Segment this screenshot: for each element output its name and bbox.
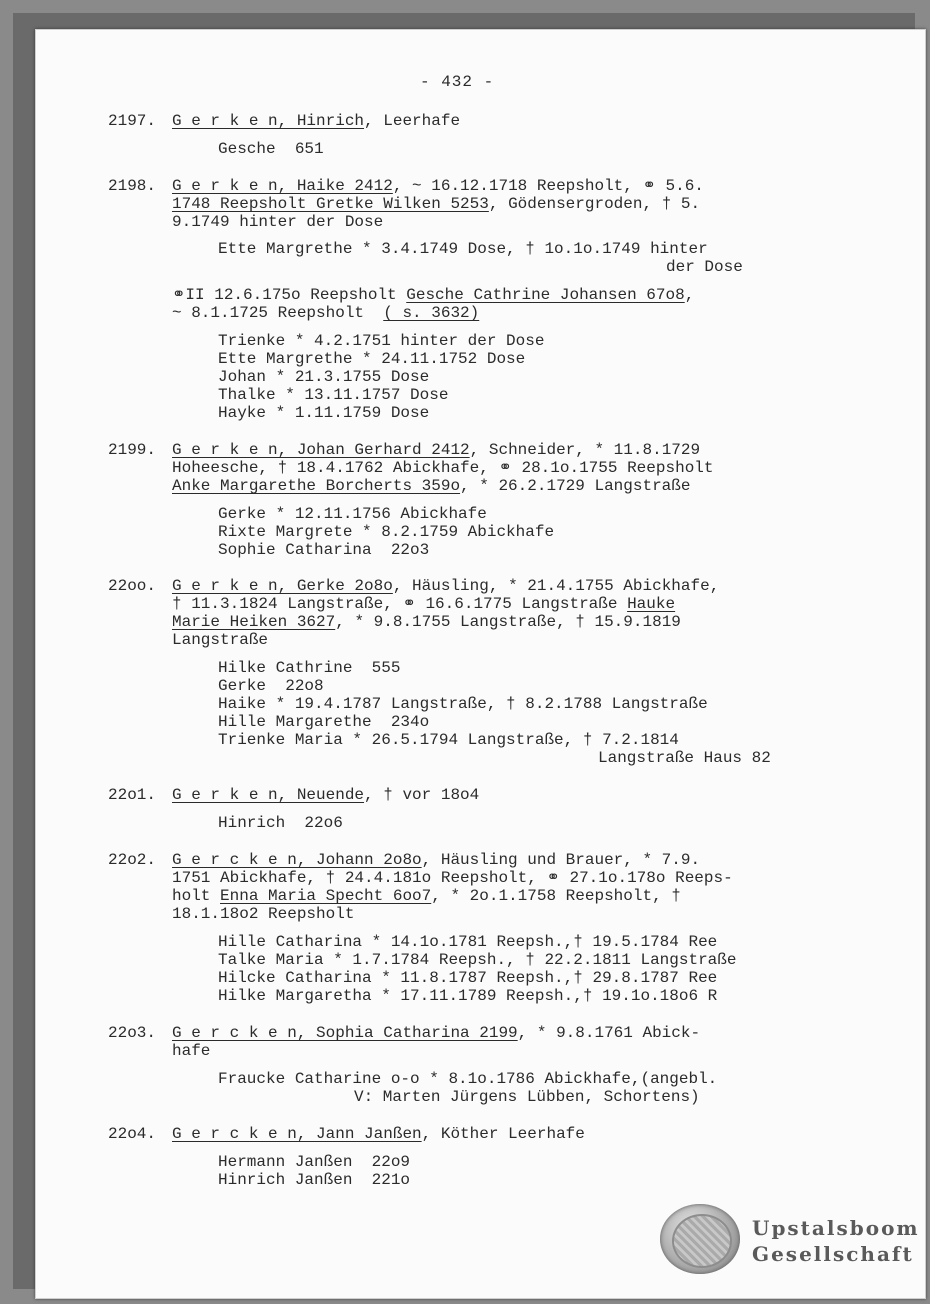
entry-line: [218, 951, 736, 969]
entry-line: [218, 1070, 717, 1088]
entry-line: [598, 749, 771, 767]
underlined-name: G e r k e n, Johan Gerhard 2412: [172, 441, 470, 459]
entry-line: [172, 195, 700, 213]
line-text: ,: [684, 286, 695, 304]
entry-line: [172, 286, 694, 304]
entry-number: 22o1.: [108, 786, 157, 804]
entry-number: 22oo.: [108, 577, 157, 595]
line-text: , Leerhafe: [364, 112, 461, 130]
entry-line: [218, 541, 429, 559]
entry-line: [218, 386, 448, 404]
line-text: 9.1749 hinter der Dose: [172, 213, 384, 231]
line-text: V: Marten Jürgens Lübben, Schortens): [354, 1088, 700, 1106]
line-text: , † vor 18o4: [364, 786, 480, 804]
underlined-name: G e r c k e n, Johann 2o8o: [172, 851, 422, 869]
entry-line: [218, 240, 708, 258]
entry-line: [218, 933, 717, 951]
line-text: Ette Margrethe * 24.11.1752 Dose: [218, 350, 526, 368]
line-text: Hoheesche, † 18.4.1762 Abickhafe, ⚭ 28.1o.1755 Reepsholt: [172, 459, 714, 477]
entry-number: 22o2.: [108, 851, 157, 869]
underlined-name: G e r k e n, Neuende: [172, 786, 365, 804]
underlined-name: G e r c k e n, Sophia Catharina 2199: [172, 1024, 518, 1042]
line-text: Hille Catharina * 14.1o.1781 Reepsh.,† 19.5.1784 Ree: [218, 933, 718, 951]
line-text: Hayke * 1.11.1759 Dose: [218, 404, 430, 422]
entry-line: [172, 441, 700, 459]
brand-line-1: Upstalsboom: [752, 1216, 920, 1240]
underlined-name: ( s. 3632): [383, 304, 480, 322]
line-text: Rixte Margrete * 8.2.1759 Abickhafe: [218, 523, 555, 541]
line-text: Hille Margarethe 234o: [218, 713, 430, 731]
entry-line: [172, 459, 714, 477]
line-text: Ette Margrethe * 3.4.1749 Dose, † 1o.1o.1749 hinter: [218, 240, 708, 258]
underlined-name: Anke Margarethe Borcherts 359o: [172, 477, 461, 495]
entry-line: [218, 1153, 410, 1171]
line-text: Trienke Maria * 26.5.1794 Langstraße, † 7.2.1814: [218, 731, 679, 749]
entry-line: [172, 887, 681, 905]
entry-line: [172, 905, 354, 923]
line-text: holt: [172, 887, 221, 905]
line-text: , * 26.2.1729 Langstraße: [460, 477, 691, 495]
entry-line: [666, 258, 743, 276]
underlined-name: G e r k e n, Gerke 2o8o: [172, 577, 393, 595]
entry-line: [218, 368, 429, 386]
entry-number: 22o3.: [108, 1024, 157, 1042]
line-text: der Dose: [666, 258, 743, 276]
line-text: , Schneider, * 11.8.1729: [469, 441, 701, 459]
line-text: Thalke * 13.11.1757 Dose: [218, 386, 449, 404]
line-text: , ~ 16.12.1718 Reepsholt, ⚭ 5.6.: [392, 177, 704, 195]
entry-line: [172, 631, 268, 649]
entry-line: [172, 213, 383, 231]
underlined-name: Marie Heiken 3627: [172, 613, 336, 631]
entry-line: [172, 304, 479, 322]
line-text: Langstraße Haus 82: [598, 749, 771, 767]
entry-line: [172, 786, 479, 804]
underlined-name: Hauke: [627, 595, 676, 613]
line-text: Gerke 22o8: [218, 677, 324, 695]
entry-number: 2198.: [108, 177, 157, 195]
entry-line: [172, 869, 733, 887]
entry-line: [218, 332, 544, 350]
line-text: Haike * 19.4.1787 Langstraße, † 8.2.1788 Langstraße: [218, 695, 708, 713]
entry-line: [218, 731, 679, 749]
entry-line: [218, 814, 343, 832]
line-text: 18.1.18o2 Reepsholt: [172, 905, 355, 923]
entry-number: 2199.: [108, 441, 157, 459]
line-text: Hilke Margaretha * 17.11.1789 Reepsh.,† 19.1o.18o6 R: [218, 987, 718, 1005]
entry-line: [218, 969, 717, 987]
line-text: , Köther Leerhafe: [421, 1125, 585, 1143]
underlined-name: 1748 Reepsholt Gretke Wilken 5253: [172, 195, 489, 213]
line-text: Hermann Janßen 22o9: [218, 1153, 411, 1171]
entry-line: [218, 713, 429, 731]
entry-line: [172, 613, 681, 631]
line-text: Hilcke Catharina * 11.8.1787 Reepsh.,† 29.8.1787 Ree: [218, 969, 718, 987]
line-text: , Gödensergroden, † 5.: [488, 195, 701, 213]
entry-line: [172, 177, 704, 195]
underlined-name: Gesche Cathrine Johansen 67o8: [406, 286, 685, 304]
line-text: Sophie Catharina 22o3: [218, 541, 430, 559]
entry-line: [218, 695, 708, 713]
line-text: † 11.3.1824 Langstraße, ⚭ 16.6.1775 Langstraße: [172, 595, 628, 613]
line-text: Gesche 651: [218, 140, 324, 158]
entry-number: 22o4.: [108, 1125, 157, 1143]
line-text: Hinrich Janßen 221o: [218, 1171, 411, 1189]
entry-line: [172, 477, 690, 495]
entry-line: [172, 595, 675, 613]
line-text: hafe: [172, 1042, 211, 1060]
entry-line: [218, 505, 487, 523]
line-text: , Häusling, * 21.4.1755 Abickhafe,: [392, 577, 720, 595]
line-text: , * 9.8.1761 Abick-: [517, 1024, 701, 1042]
line-text: , * 2o.1.1758 Reepsholt, †: [431, 887, 681, 905]
entry-line: [218, 677, 324, 695]
line-text: Talke Maria * 1.7.1784 Reepsh., † 22.2.1811 Langstraße: [218, 951, 737, 969]
underlined-name: Enna Maria Specht 6oo7: [220, 887, 432, 905]
line-text: 1751 Abickhafe, † 24.4.181o Reepsholt, ⚭ 27.1o.178o Reeps-: [172, 869, 733, 887]
brand-line-2: Gesellschaft: [752, 1242, 914, 1266]
entry-line: [218, 659, 400, 677]
entry-line: [218, 350, 525, 368]
line-text: , * 9.8.1755 Langstraße, † 15.9.1819: [335, 613, 681, 631]
line-text: Langstraße: [172, 631, 269, 649]
entry-line: [218, 1171, 410, 1189]
entry-line: [172, 112, 460, 130]
line-text: Hilke Cathrine 555: [218, 659, 401, 677]
entry-line: [218, 523, 554, 541]
underlined-name: G e r k e n, Haike 2412: [172, 177, 393, 195]
line-text: Johan * 21.3.1755 Dose: [218, 368, 430, 386]
line-text: Trienke * 4.2.1751 hinter der Dose: [218, 332, 545, 350]
underlined-name: G e r c k e n, Jann Janßen: [172, 1125, 422, 1143]
page-number: - 432 -: [420, 73, 495, 91]
entry-line: [218, 140, 324, 158]
entry-line: [172, 1042, 210, 1060]
entry-number: 2197.: [108, 112, 157, 130]
entry-line: [354, 1088, 700, 1106]
entry-line: [172, 851, 700, 869]
underlined-name: G e r k e n, Hinrich: [172, 112, 365, 130]
line-text: , Häusling und Brauer, * 7.9.: [421, 851, 701, 869]
line-text: ⚭II 12.6.175o Reepsholt: [172, 286, 407, 304]
document-page: [35, 29, 926, 1299]
line-text: Hinrich 22o6: [218, 814, 343, 832]
entry-line: [218, 987, 717, 1005]
entry-line: [218, 404, 429, 422]
entry-line: [172, 1125, 585, 1143]
entry-line: [172, 577, 719, 595]
seal-logo: [660, 1204, 740, 1274]
line-text: ~ 8.1.1725 Reepsholt: [172, 304, 384, 322]
line-text: Fraucke Catharine o-o * 8.1o.1786 Abickhafe,(angebl.: [218, 1070, 718, 1088]
entry-line: [172, 1024, 700, 1042]
line-text: Gerke * 12.11.1756 Abickhafe: [218, 505, 487, 523]
